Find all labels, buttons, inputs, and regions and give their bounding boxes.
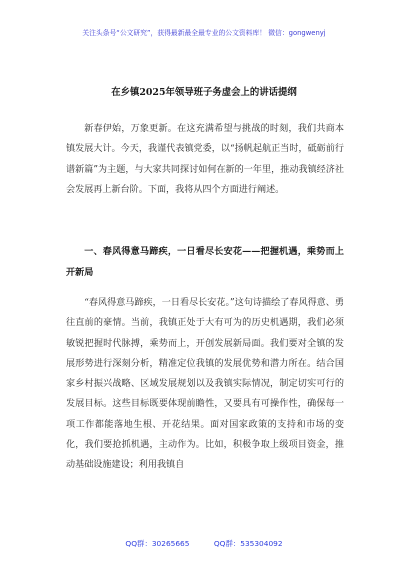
intro-paragraph: 新春伊始，万象更新。在这充满希望与挑战的时刻，我们共商本镇发展大计。今天，我谨代表镇党委，以“扬帆起航正当时，砥砺前行谱新篇”为主题，与大家共同探讨如何在新的一年里，推动我镇经济社会发展再上新台阶。下面，我将从四个方面进行阐述。 [66,124,344,195]
qq-group-1[interactable]: QQ群：30265665 [125,539,190,548]
footer-contacts [0,538,408,549]
qq-group-2[interactable]: QQ群：535304092 [213,539,283,548]
promo-header[interactable]: 关注头条号“公文研究”，获得最新最全最专业的公文资料库！ 微信：gongwenyj [82,29,326,37]
page-title: 在乡镇2025年领导班子务虚会上的讲话提纲 [111,87,297,98]
section-heading-1: 一、春风得意马蹄疾，一日看尽长安花——把握机遇，乘势而上开新局 [66,246,344,278]
section-1-paragraph: “春风得意马蹄疾，一日看尽长安花。”这句诗描绘了春风得意、勇往直前的豪情。当前，我镇正处于大有可为的历史机遇期，我们必须敏锐把握时代脉搏，乘势而上，开创发展新局面。我们要对全镇的发展形势进行深刻分析，精准定位我镇的发展优势和潜力所在。结合国家乡村振兴战略、区域发展规划以及我镇实际情况，制定切实可行的发展目标。这些目标既要体现前瞻性，又要具有可操作性，确保每一项工作都能落地生根、开花结果。面对国家政策的支持和市场的变化，我们要抢抓机遇，主动作为。比如，积极争取上级项目资金，推动基础设施建设；利用我镇自 [66,298,344,471]
